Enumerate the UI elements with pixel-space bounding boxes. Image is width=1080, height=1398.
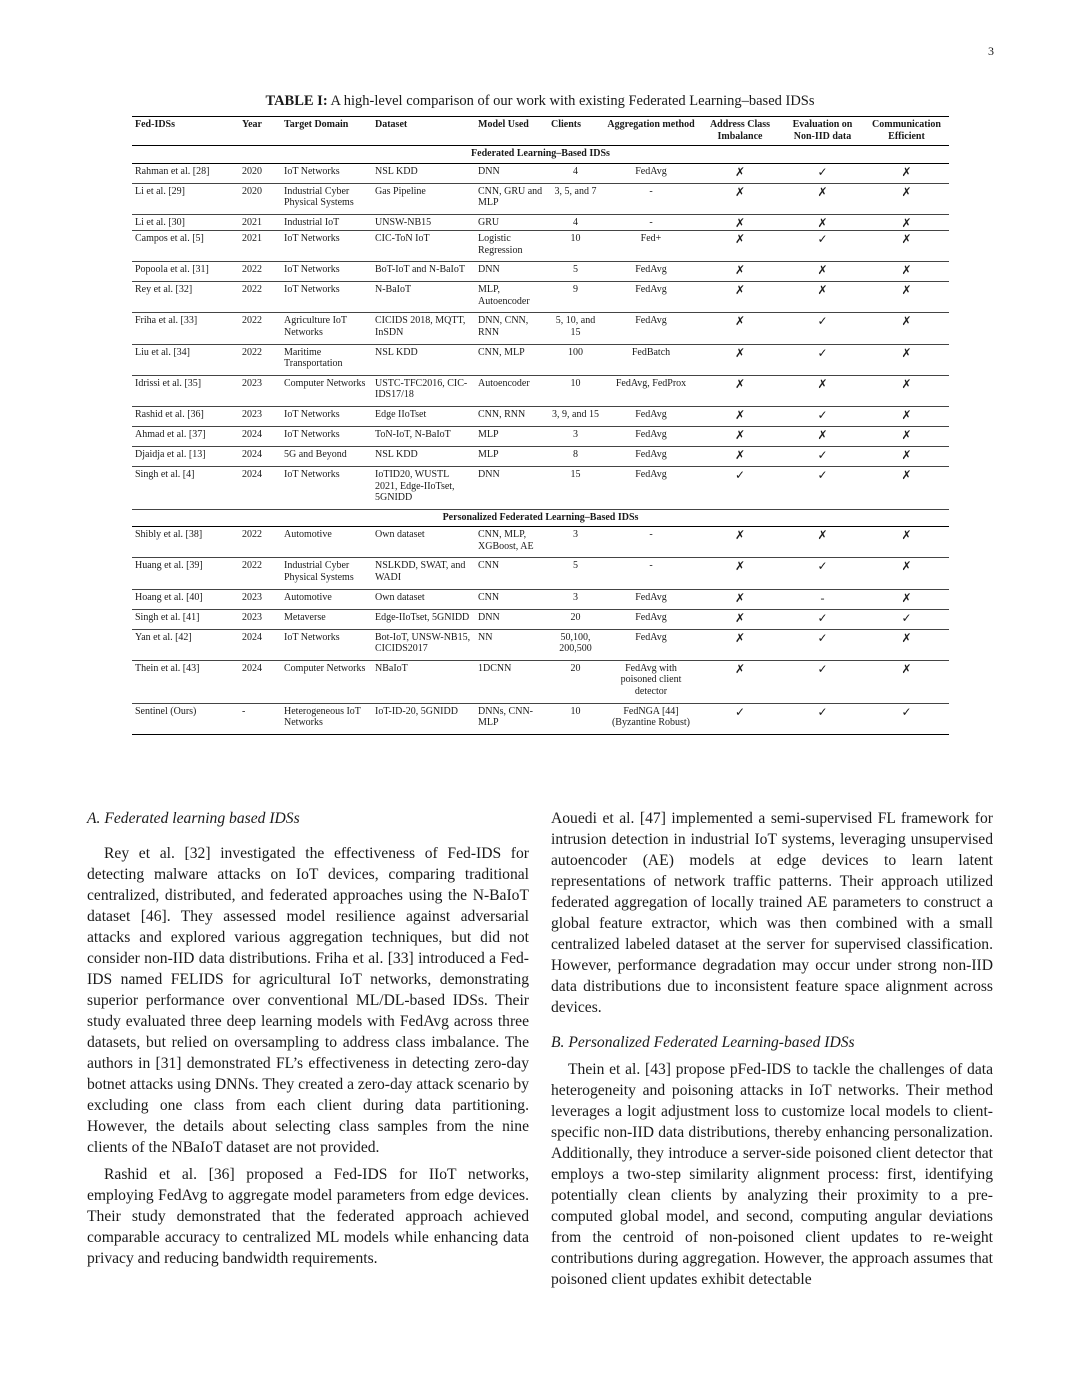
table-cell: NSL KDD xyxy=(372,163,475,183)
header-cell: Fed-IDSs xyxy=(132,117,239,146)
table-cell: N-BaIoT xyxy=(372,282,475,313)
table-cell: IoT-ID-20, 5GNIDD xyxy=(372,703,475,734)
table-cell: Singh et al. [4] xyxy=(132,466,239,509)
table-cell: 2023 xyxy=(239,375,281,406)
table-row xyxy=(132,230,949,261)
header-cell: Clients xyxy=(548,117,603,146)
table-cell: 2023 xyxy=(239,406,281,426)
table-cell: ✗ xyxy=(864,163,949,183)
table-cell: Industrial IoT xyxy=(281,214,372,230)
table-cell: Liu et al. [34] xyxy=(132,344,239,375)
table-cell: ✗ xyxy=(699,609,781,629)
table-cell: CNN xyxy=(475,558,548,589)
table-cell: ✗ xyxy=(781,282,864,313)
page-number: 3 xyxy=(988,44,994,58)
table-cell: IoT Networks xyxy=(281,466,372,509)
table-cell: ✗ xyxy=(699,660,781,703)
table-cell: ✗ xyxy=(699,629,781,660)
table-cell: 4 xyxy=(548,214,603,230)
table-cell: ✗ xyxy=(699,446,781,466)
table-cell: 2020 xyxy=(239,163,281,183)
table-cell: FedAvg xyxy=(603,446,699,466)
table-cell: 9 xyxy=(548,282,603,313)
table-cell: ✗ xyxy=(699,163,781,183)
table-cell: FedAvg xyxy=(603,313,699,344)
table-cell: 2024 xyxy=(239,629,281,660)
table-cell: ✓ xyxy=(781,163,864,183)
left-column xyxy=(87,808,529,1269)
table-cell: 4 xyxy=(548,163,603,183)
table-caption-label: TABLE I: xyxy=(265,93,328,109)
table-row xyxy=(132,262,949,282)
right-column xyxy=(551,808,993,1290)
table-cell: Fed+ xyxy=(603,230,699,261)
table-cell: ✓ xyxy=(864,703,949,734)
table-cell: IoT Networks xyxy=(281,282,372,313)
table-cell: ✗ xyxy=(699,183,781,214)
table-caption-text: A high-level comparison of our work with existing Federated Learning–based IDSs xyxy=(330,93,815,109)
table-cell: CNN, MLP xyxy=(475,344,548,375)
table-cell: ✓ xyxy=(781,558,864,589)
table-cell: ✓ xyxy=(781,230,864,261)
table-cell: ✗ xyxy=(864,466,949,509)
table-cell: MLP xyxy=(475,446,548,466)
table-cell: NN xyxy=(475,629,548,660)
table-cell: ✓ xyxy=(699,466,781,509)
table-cell: Djaidja et al. [13] xyxy=(132,446,239,466)
table-cell: ✗ xyxy=(781,262,864,282)
table-cell: FedAvg with poisoned client detector xyxy=(603,660,699,703)
table-cell: 10 xyxy=(548,375,603,406)
table-row xyxy=(132,163,949,183)
header-cell: Year xyxy=(239,117,281,146)
table-cell: Gas Pipeline xyxy=(372,183,475,214)
table-cell: ✗ xyxy=(864,282,949,313)
table-cell: DNNs, CNN-MLP xyxy=(475,703,548,734)
table-cell: ✗ xyxy=(864,660,949,703)
table-section-row xyxy=(132,146,949,164)
table-cell: 3, 5, and 7 xyxy=(548,183,603,214)
table-cell: ✗ xyxy=(699,375,781,406)
table-cell: ✗ xyxy=(781,375,864,406)
table-cell: ✗ xyxy=(699,558,781,589)
table-cell: Singh et al. [41] xyxy=(132,609,239,629)
table-cell: IoTID20, WUSTL 2021, Edge-IIoTset, 5GNIDD xyxy=(372,466,475,509)
table-cell: 2022 xyxy=(239,558,281,589)
table-row xyxy=(132,589,949,609)
table-cell: 20 xyxy=(548,609,603,629)
table-row xyxy=(132,375,949,406)
table-cell: Campos et al. [5] xyxy=(132,230,239,261)
table-cell: Rashid et al. [36] xyxy=(132,406,239,426)
table-cell: 1DCNN xyxy=(475,660,548,703)
table-cell: Maritime Transportation xyxy=(281,344,372,375)
table-cell: GRU xyxy=(475,214,548,230)
header-cell: Model Used xyxy=(475,117,548,146)
table-cell: DNN, CNN, RNN xyxy=(475,313,548,344)
table-row xyxy=(132,406,949,426)
table-cell: 100 xyxy=(548,344,603,375)
table-cell: IoT Networks xyxy=(281,163,372,183)
comparison-table xyxy=(132,116,949,735)
table-cell: 20 xyxy=(548,660,603,703)
table-cell: CIC-ToN IoT xyxy=(372,230,475,261)
table-cell: Friha et al. [33] xyxy=(132,313,239,344)
table-cell: Idrissi et al. [35] xyxy=(132,375,239,406)
table-header xyxy=(132,117,949,146)
header-cell: Address Class Imbalance xyxy=(699,117,781,146)
table-cell: 50,100, 200,500 xyxy=(548,629,603,660)
table-cell: ✗ xyxy=(864,446,949,466)
paragraph: Thein et al. [43] propose pFed-IDS to tackle the challenges of data heterogeneity and poisoning attacks in IoT networks. Their method leverages a logit adjustment loss to customize local models to client-specific non-IID data distributions, thereby enhancing personalization. Additionally, they introduce a server-side poisoned client detector that employs a two-step similarity alignment process: first, identifying potentially clean clients by analyzing their proximity to a pre-computed global model, and second, computing angular deviations from the centroid of non-poisoned client updates to re-weight contributions during aggregation. However, the approach assumes that poisoned client updates exhibit detectable xyxy=(551,1061,993,1288)
table-cell: FedAvg, FedProx xyxy=(603,375,699,406)
table-cell: ✗ xyxy=(864,527,949,558)
table-cell: ✓ xyxy=(781,446,864,466)
table-body xyxy=(132,146,949,735)
table-cell: 3 xyxy=(548,589,603,609)
table-cell: ✗ xyxy=(864,426,949,446)
table-cell: Automotive xyxy=(281,589,372,609)
table-cell: CNN, MLP, XGBoost, AE xyxy=(475,527,548,558)
table-cell: FedAvg xyxy=(603,406,699,426)
table-cell: Popoola et al. [31] xyxy=(132,262,239,282)
table-cell: ✓ xyxy=(781,609,864,629)
table-cell: Edge IIoTset xyxy=(372,406,475,426)
table-cell: ✗ xyxy=(864,230,949,261)
table-cell: ToN-IoT, N-BaIoT xyxy=(372,426,475,446)
table-cell: ✗ xyxy=(699,313,781,344)
table-cell: ✗ xyxy=(864,406,949,426)
table-cell: 5 xyxy=(548,262,603,282)
table-cell: FedAvg xyxy=(603,262,699,282)
header-cell: Aggregation method xyxy=(603,117,699,146)
table-cell: Sentinel (Ours) xyxy=(132,703,239,734)
table-row xyxy=(132,609,949,629)
table-cell: Heterogeneous IoT Networks xyxy=(281,703,372,734)
table-cell: NSL KDD xyxy=(372,446,475,466)
table-cell: DNN xyxy=(475,163,548,183)
table-cell: IoT Networks xyxy=(281,262,372,282)
table-cell: 8 xyxy=(548,446,603,466)
table-row xyxy=(132,426,949,446)
table-row xyxy=(132,344,949,375)
table-cell: IoT Networks xyxy=(281,426,372,446)
table-cell: DNN xyxy=(475,609,548,629)
table-cell: ✗ xyxy=(864,214,949,230)
table-cell: 2022 xyxy=(239,527,281,558)
table-cell: - xyxy=(603,527,699,558)
paragraph: Rey et al. [32] investigated the effectiveness of Fed-IDS for detecting malware attacks on IoT devices, comparing traditional centralized, distributed, and federated approaches using the N-BaIoT dataset [46]. They assessed model resilience against adversarial attacks and explored various aggregation techniques, but did not consider non-IID data distributions. Friha et al. [33] introduced a Fed-IDS named FELIDS for agricultural IoT networks, demonstrating superior performance over conventional ML/DL-based IDSs. Their study evaluated three deep learning models with FedAvg across three datasets, but relied on oversampling to address class imbalance. The authors in [31] demonstrated FL’s effectiveness in detecting zero-day botnet attacks using DNNs. They created a zero-day attack scenario by excluding one class from each client during data partitioning. However, the details about selecting class samples from the nine clients of the NBaIoT dataset are not provided. xyxy=(87,845,529,1156)
table-cell: 2020 xyxy=(239,183,281,214)
table-cell: IoT Networks xyxy=(281,230,372,261)
table-cell: ✗ xyxy=(781,214,864,230)
table-cell: ✗ xyxy=(699,344,781,375)
table-cell: Own dataset xyxy=(372,527,475,558)
table-cell: ✓ xyxy=(781,703,864,734)
table-cell: Rey et al. [32] xyxy=(132,282,239,313)
table-cell: ✓ xyxy=(699,703,781,734)
table-row xyxy=(132,282,949,313)
table-section-title: Personalized Federated Learning–Based IDSs xyxy=(132,509,949,527)
table-cell: 5 xyxy=(548,558,603,589)
table-cell: - xyxy=(603,183,699,214)
table-cell: Automotive xyxy=(281,527,372,558)
table-cell: ✗ xyxy=(781,426,864,446)
table-cell: FedAvg xyxy=(603,426,699,446)
table-cell: ✗ xyxy=(864,344,949,375)
table-cell: ✗ xyxy=(699,262,781,282)
table-cell: ✗ xyxy=(864,629,949,660)
table-cell: USTC-TFC2016, CIC-IDS17/18 xyxy=(372,375,475,406)
table-cell: Industrial Cyber Physical Systems xyxy=(281,183,372,214)
table-cell: 3 xyxy=(548,527,603,558)
table-cell: Bot-IoT, UNSW-NB15, CICIDS2017 xyxy=(372,629,475,660)
table-header-row xyxy=(132,117,949,146)
table-cell: ✓ xyxy=(781,313,864,344)
table-cell: NSL KDD xyxy=(372,344,475,375)
table-cell: IoT Networks xyxy=(281,629,372,660)
table-cell: ✓ xyxy=(864,609,949,629)
table-row xyxy=(132,466,949,509)
table-cell: 3, 9, and 15 xyxy=(548,406,603,426)
table-row xyxy=(132,183,949,214)
table-cell: ✗ xyxy=(864,558,949,589)
table-cell: - xyxy=(603,214,699,230)
table-cell: Computer Networks xyxy=(281,375,372,406)
table-cell: - xyxy=(781,589,864,609)
table-cell: 2022 xyxy=(239,344,281,375)
table-cell: 2024 xyxy=(239,446,281,466)
table-cell: FedNGA [44] (Byzantine Robust) xyxy=(603,703,699,734)
table-cell: 2023 xyxy=(239,589,281,609)
table-cell: 10 xyxy=(548,703,603,734)
table-row xyxy=(132,446,949,466)
table-cell: ✓ xyxy=(781,406,864,426)
table-cell: ✓ xyxy=(781,344,864,375)
table-cell: BoT-IoT and N-BaIoT xyxy=(372,262,475,282)
table-cell: 15 xyxy=(548,466,603,509)
table-cell: ✗ xyxy=(864,313,949,344)
table-cell: 2022 xyxy=(239,282,281,313)
table-cell: ✗ xyxy=(699,426,781,446)
table-cell: Agriculture IoT Networks xyxy=(281,313,372,344)
table-cell: CNN xyxy=(475,589,548,609)
table-row xyxy=(132,214,949,230)
table-cell: ✗ xyxy=(864,589,949,609)
table-cell: Autoencoder xyxy=(475,375,548,406)
table-cell: 2021 xyxy=(239,230,281,261)
table-cell: Metaverse xyxy=(281,609,372,629)
table-section-row xyxy=(132,509,949,527)
table-cell: 2024 xyxy=(239,426,281,446)
table-cell: 5G and Beyond xyxy=(281,446,372,466)
table-cell: FedBatch xyxy=(603,344,699,375)
table-cell: ✓ xyxy=(781,660,864,703)
table-cell: CNN, GRU and MLP xyxy=(475,183,548,214)
table-cell: 2024 xyxy=(239,466,281,509)
table-cell: Li et al. [29] xyxy=(132,183,239,214)
table-cell: Hoang et al. [40] xyxy=(132,589,239,609)
table-cell: 2024 xyxy=(239,660,281,703)
table-cell: NBaIoT xyxy=(372,660,475,703)
table-cell: ✗ xyxy=(699,406,781,426)
table-cell: Computer Networks xyxy=(281,660,372,703)
table-cell: ✗ xyxy=(781,527,864,558)
table-cell: Logistic Regression xyxy=(475,230,548,261)
table-cell: ✗ xyxy=(864,183,949,214)
header-cell: Communication Efficient xyxy=(864,117,949,146)
table-row xyxy=(132,527,949,558)
table-cell: ✗ xyxy=(699,214,781,230)
table-cell: FedAvg xyxy=(603,589,699,609)
table-caption xyxy=(0,93,1080,110)
paragraph: Rashid et al. [36] proposed a Fed-IDS for IIoT networks, employing FedAvg to aggregate model parameters from edge devices. Their study demonstrated that the federated approach achieved comparable accuracy to centralized ML models while enhancing data privacy and reducing bandwidth requirements. xyxy=(87,1166,529,1267)
table-cell: 10 xyxy=(548,230,603,261)
table-cell: 5, 10, and 15 xyxy=(548,313,603,344)
table-cell: Thein et al. [43] xyxy=(132,660,239,703)
table-cell: ✗ xyxy=(864,375,949,406)
table-row xyxy=(132,703,949,734)
table-cell: ✗ xyxy=(699,589,781,609)
table-cell: - xyxy=(603,558,699,589)
table-cell: 3 xyxy=(548,426,603,446)
table-cell: Huang et al. [39] xyxy=(132,558,239,589)
table-cell: ✗ xyxy=(699,282,781,313)
header-cell: Evaluation on Non-IID data xyxy=(781,117,864,146)
table-cell: MLP, Autoencoder xyxy=(475,282,548,313)
table-cell: Own dataset xyxy=(372,589,475,609)
table-cell: UNSW-NB15 xyxy=(372,214,475,230)
table-row xyxy=(132,660,949,703)
table-cell: FedAvg xyxy=(603,466,699,509)
table-row xyxy=(132,629,949,660)
table-cell: CICIDS 2018, MQTT, InSDN xyxy=(372,313,475,344)
table-cell: Ahmad et al. [37] xyxy=(132,426,239,446)
table-cell: Yan et al. [42] xyxy=(132,629,239,660)
table-cell: Li et al. [30] xyxy=(132,214,239,230)
table-cell: ✗ xyxy=(781,183,864,214)
table-cell: MLP xyxy=(475,426,548,446)
table-cell: NSLKDD, SWAT, and WADI xyxy=(372,558,475,589)
table-cell: Rahman et al. [28] xyxy=(132,163,239,183)
table-cell: - xyxy=(239,703,281,734)
table-section-title: Federated Learning–Based IDSs xyxy=(132,146,949,164)
section-heading-b: B. Personalized Federated Learning-based IDSs xyxy=(551,1034,855,1051)
table-cell: ✗ xyxy=(864,262,949,282)
table-row xyxy=(132,558,949,589)
table-cell: Edge-IIoTset, 5GNIDD xyxy=(372,609,475,629)
comparison-table-wrapper xyxy=(132,116,949,735)
table-cell: ✗ xyxy=(699,527,781,558)
table-cell: CNN, RNN xyxy=(475,406,548,426)
table-cell: ✓ xyxy=(781,466,864,509)
table-row xyxy=(132,313,949,344)
paragraph-continued: Aouedi et al. [47] implemented a semi-supervised FL framework for intrusion detection in industrial IoT systems, leveraging unsupervised autoencoder (AE) models at edge devices to learn latent representations of network traffic patterns. Their approach utilized federated aggregation of locally trained AE parameters to construct a global feature extractor, which was then combined with a small centralized labeled dataset at the server for supervised classification. However, performance degradation may occur under strong non-IID data distributions due to inconsistent feature space alignment across devices. xyxy=(551,810,993,1016)
section-heading-a: A. Federated learning based IDSs xyxy=(87,810,300,827)
table-cell: IoT Networks xyxy=(281,406,372,426)
table-cell: Industrial Cyber Physical Systems xyxy=(281,558,372,589)
table-cell: 2022 xyxy=(239,313,281,344)
table-cell: FedAvg xyxy=(603,629,699,660)
table-cell: FedAvg xyxy=(603,282,699,313)
header-cell: Dataset xyxy=(372,117,475,146)
table-cell: FedAvg xyxy=(603,609,699,629)
table-cell: ✗ xyxy=(699,230,781,261)
table-cell: 2022 xyxy=(239,262,281,282)
table-cell: ✓ xyxy=(781,629,864,660)
table-cell: 2023 xyxy=(239,609,281,629)
table-cell: DNN xyxy=(475,262,548,282)
header-cell: Target Domain xyxy=(281,117,372,146)
table-cell: 2021 xyxy=(239,214,281,230)
table-cell: FedAvg xyxy=(603,163,699,183)
table-cell: DNN xyxy=(475,466,548,509)
table-cell: Shibly et al. [38] xyxy=(132,527,239,558)
